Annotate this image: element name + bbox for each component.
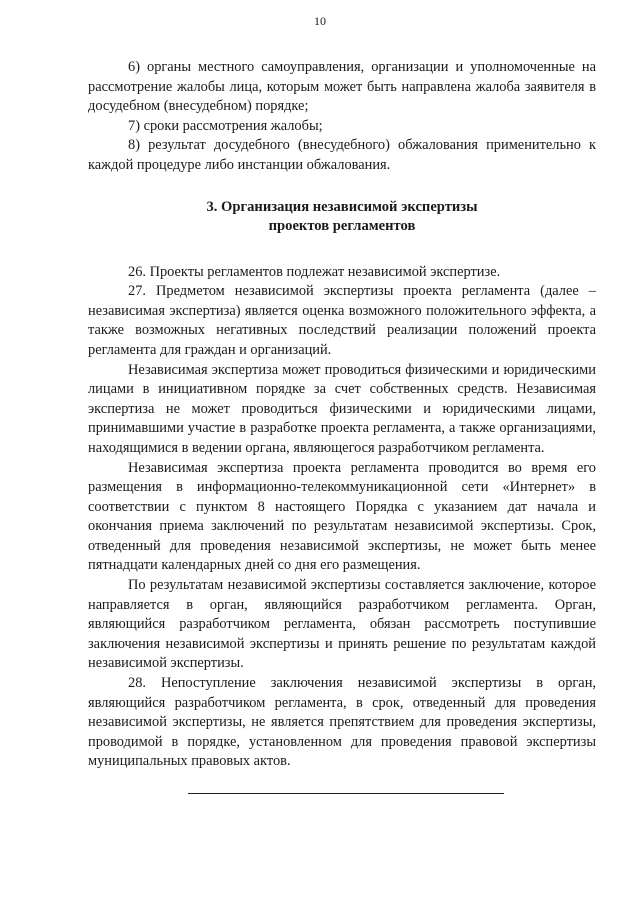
section-heading (88, 198, 596, 236)
page-number: 10 (314, 14, 326, 28)
list-item-6: 6) органы местного самоуправления, организации и уполномоченные на рассмотрение жалобы лица, которым может быть направлена жалоба заявителя в досудебном (внесудебном) порядке; (88, 59, 596, 115)
paragraph-26: 26. Проекты регламентов подлежат независимой экспертизе. (128, 263, 501, 280)
paragraph-expertise-timing: Независимая экспертиза проекта регламента проводится во время его размещения в информационно-телекоммуникационной сети «Интернет» в соответствии с пунктом 8 настоящего Порядка с указанием дат начала и окончания приема заключений по результатам независимой экспертизы. Срок, отведенный для проведения независимой экспертизы, не может быть менее пятнадцати календарных дней со дня его размещения. (88, 459, 596, 574)
paragraph-expertise-results: По результатам независимой экспертизы составляется заключение, которое направляется в орган, являющийся разработчиком регламента. Орган, являющийся разработчиком регламента, обязан рассмотреть поступившие заключения независимой экспертизы и принять решение по результатам каждой независимой экспертизы. (88, 577, 596, 672)
paragraph-27: 27. Предметом независимой экспертизы проекта регламента (далее – независимая экспертиза) является оценка возможного положительного эффекта, а также возможных негативных последствий реализации положений проекта регламента для граждан и организаций. (88, 283, 596, 358)
paragraph-expertise-conductors: Независимая экспертиза может проводиться физическими и юридическими лицами в инициативном порядке за счет собственных средств. Независимая экспертиза не может проводиться физическими и юридическими лицами, принимавшими участие в разработке проекта регламента, а также организациями, находящимися в ведении органа, являющегося разработчиком регламента. (88, 361, 596, 456)
section-heading-line-2: проектов регламентов (268, 217, 416, 234)
document-body (88, 58, 596, 772)
list-item-7: 7) сроки рассмотрения жалобы; (128, 117, 323, 134)
end-divider-line (188, 793, 504, 794)
list-item-8: 8) результат досудебного (внесудебного) обжалования применительно к каждой процедуре либо инстанции обжалования. (88, 137, 596, 173)
paragraph-28: 28. Непоступление заключения независимой экспертизы в орган, являющийся разработчиком регламента, в срок, отведенный для проведения независимой экспертизы, не является препятствием для проведения экспертизы, проводимой в порядке, установленном для проведения правовой экспертизы муниципальных правовых актов. (88, 675, 596, 770)
section-heading-line-1: 3. Организация независимой экспертизы (206, 198, 478, 215)
